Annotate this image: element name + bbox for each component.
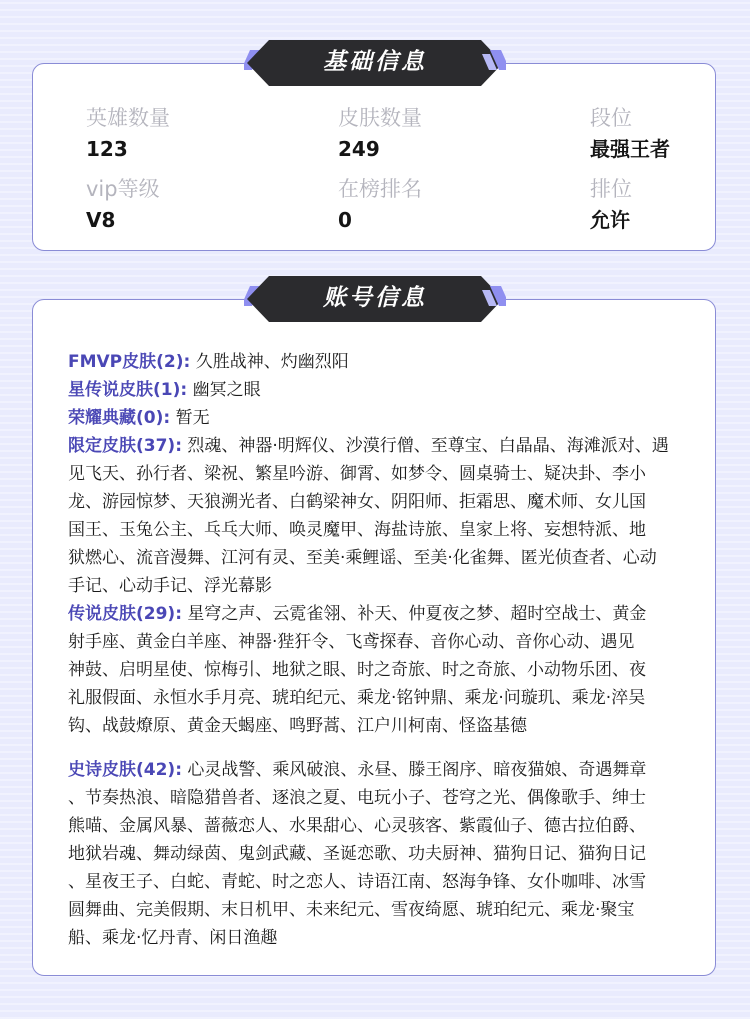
skin-line: 狱燃心、流音漫舞、江河有灵、至美·乘鲤谣、至美·化雀舞、匿光侦查者、心动 [68, 548, 657, 568]
category-label: 传说皮肤(29): [68, 604, 182, 624]
skin-line: 熊喵、金属风暴、蔷薇恋人、水果甜心、心灵骇客、紫霞仙子、德古拉伯爵、 [68, 816, 646, 836]
stat-hero-count [86, 104, 170, 163]
skin-line: 圆舞曲、完美假期、末日机甲、未来纪元、雪夜绮愿、琥珀纪元、乘龙·聚宝 [68, 900, 635, 920]
skin-category-star-legend [68, 376, 696, 404]
stat-skin-count [338, 104, 422, 163]
skin-names: 星穹之声、云霓雀翎、补天、仲夏夜之梦、超时空战士、黄金 [187, 604, 647, 624]
skin-list [68, 348, 696, 952]
skin-line: 国王、玉兔公主、乓乓大师、唤灵魔甲、海盐诗旅、皇家上将、妄想特派、地 [68, 520, 646, 540]
category-label: FMVP皮肤(2): [68, 352, 191, 372]
skin-line: 龙、游园惊梦、天狼溯光者、白鹤梁神女、阴阳师、拒霜思、魔术师、女儿国 [68, 492, 646, 512]
stat-rank-tier [590, 104, 670, 163]
skin-line: 神鼓、启明星使、惊梅引、地狱之眼、时之奇旅、时之奇旅、小动物乐团、夜 [68, 660, 646, 680]
skin-category-honor [68, 404, 696, 432]
stat-value: V8 [86, 208, 116, 232]
category-label: 限定皮肤(37): [68, 436, 182, 456]
skin-line: 船、乘龙·忆丹青、闲日渔趣 [68, 928, 278, 948]
stat-label: 英雄数量 [86, 106, 170, 130]
stat-vip-level [86, 175, 160, 234]
skin-names: 烈魂、神器·明辉仪、沙漠行僧、至尊宝、白晶晶、海滩派对、遇 [187, 436, 669, 456]
skin-names: 久胜战神、灼幽烈阳 [195, 352, 349, 372]
category-label: 史诗皮肤(42): [68, 760, 182, 780]
stat-label: vip等级 [86, 177, 160, 201]
skin-names: 暂无 [175, 408, 210, 428]
stat-label: 在榜排名 [338, 177, 422, 201]
skin-names: 幽冥之眼 [192, 380, 261, 400]
stat-label: 段位 [590, 106, 632, 130]
skin-line: 礼服假面、永恒水手月亮、琥珀纪元、乘龙·铭钟鼎、乘龙·问璇玑、乘龙·淬吴 [68, 688, 646, 708]
account-info-title: 账号信息 [323, 285, 427, 311]
stat-value: 最强王者 [590, 137, 670, 161]
skin-category-legend [68, 600, 696, 628]
section-gap [68, 740, 696, 756]
stat-value: 0 [338, 208, 352, 232]
category-label: 星传说皮肤(1): [68, 380, 188, 400]
basic-info-title: 基础信息 [323, 49, 427, 75]
skin-line: 地狱岩魂、舞动绿茵、鬼剑武藏、圣诞恋歌、功夫厨神、猫狗日记、猫狗日记 [68, 844, 646, 864]
stat-value: 允许 [590, 208, 630, 232]
skin-category-fmvp [68, 348, 696, 376]
skin-line: 、节奏热浪、暗隐猎兽者、逐浪之夏、电玩小子、苍穹之光、偶像歌手、绅士 [68, 788, 646, 808]
skin-category-limited [68, 432, 696, 460]
stat-label: 排位 [590, 177, 632, 201]
category-label: 荣耀典藏(0): [68, 408, 171, 428]
skin-line: 射手座、黄金白羊座、神器·狴犴令、飞鸢探春、音你心动、音你心动、遇见 [68, 632, 635, 652]
stat-leaderboard-rank [338, 175, 422, 234]
skin-line: 、星夜王子、白蛇、青蛇、时之恋人、诗语江南、怒海争锋、女仆咖啡、冰雪 [68, 872, 646, 892]
basic-info-banner [244, 40, 506, 86]
skin-names: 心灵战警、乘风破浪、永昼、滕王阁序、暗夜猫娘、奇遇舞章 [187, 760, 647, 780]
stat-value: 249 [338, 137, 380, 161]
stat-value: 123 [86, 137, 128, 161]
skin-line: 钩、战鼓燎原、黄金天蝎座、鸣野蒿、江户川柯南、怪盗基德 [68, 716, 527, 736]
skin-line: 手记、心动手记、浮光幕影 [68, 576, 272, 596]
skin-line: 见飞天、孙行者、梁祝、繁星吟游、御霄、如梦令、圆桌骑士、疑决卦、李小 [68, 464, 646, 484]
stat-label: 皮肤数量 [338, 106, 422, 130]
stat-ranked-allowed [590, 175, 632, 234]
skin-category-epic [68, 756, 696, 784]
account-info-banner [244, 276, 506, 322]
